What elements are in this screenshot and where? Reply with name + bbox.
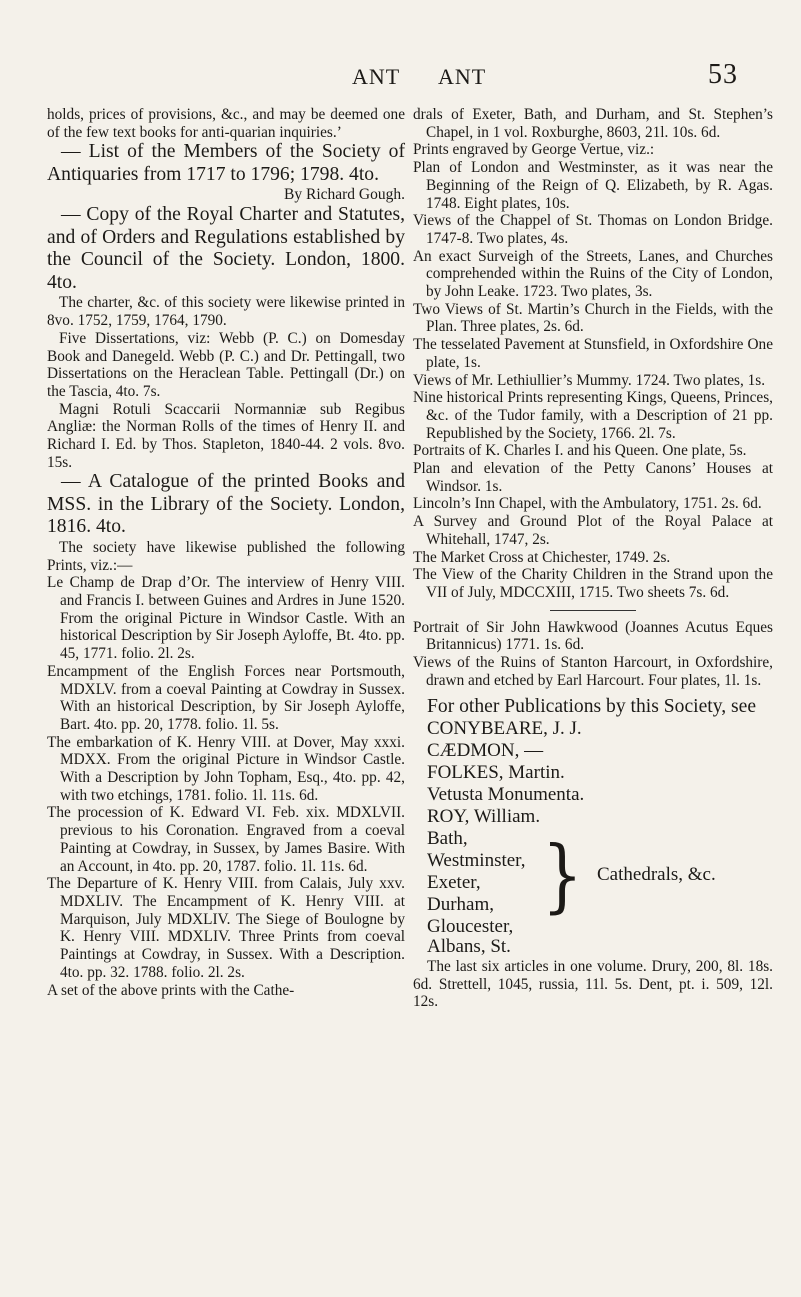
dissertations-note: Five Dissertations, viz: Webb (P. C.) on Domesday Book and Danegeld. Webb (P. C.) and Dr. Pettingall, two Dissertations on the Heraclean Table. Pettingall (Dr.) on the Tascia, 4to. 7s. xyxy=(47,329,405,400)
list-members-entry xyxy=(47,141,405,204)
cathedral-city: Westminster, xyxy=(427,850,526,871)
cathedral-city: Exeter, xyxy=(427,872,481,893)
print-item: Plan and elevation of the Petty Canons’ Houses at Windsor. 1s. xyxy=(413,460,773,495)
prints-intro: The society have likewise published the following Prints, viz.:— xyxy=(47,538,405,574)
print-item: An exact Surveigh of the Streets, Lanes, and Churches comprehended within the Ruins of the City of London, by John Leake. 1723. Two plates, 3s. xyxy=(413,247,773,301)
portrait-entry: Portrait of Sir John Hawkwood (Joannes Acutus Eques Britannicus) 1771. 1s. 6d. xyxy=(413,618,773,654)
list-members-title: — List of the Members of the Society of Antiquaries from 1717 to 1796; 1798. 4to. xyxy=(47,141,405,185)
print-item: A set of the above prints with the Cathe- xyxy=(47,981,295,999)
print-item: The tesselated Pavement at Stunsfield, in Oxfordshire One plate, 1s. xyxy=(413,336,773,371)
see-also-ref: CONYBEARE, J. J. xyxy=(427,718,582,739)
print-item: Prints engraved by George Vertue, viz.: xyxy=(413,141,655,159)
print-item: The procession of K. Edward VI. Feb. xix. MDXLVII. previous to his Coronation. Engraved from a coeval Painting at Cowdray, in Sussex, by James Basire. With an Account, in 4to. pp. 20, 1787. folio. 1l. 11s. 6d. xyxy=(47,804,405,875)
print-item: A Survey and Ground Plot of the Royal Palace at Whitehall, 1747, 2s. xyxy=(413,513,773,548)
list-members-author: By Richard Gough. xyxy=(284,186,405,204)
magni-rotuli-note: Magni Rotuli Scaccarii Normanniæ sub Regibus Angliæ: the Norman Rolls of the times of Henry II. and Richard I. Ed. by Thos. Stapleton, 1840-44. 2 vols. 8vo. 15s. xyxy=(47,400,405,471)
print-item: drals of Exeter, Bath, and Durham, and St. Stephen’s Chapel, in 1 vol. Roxburghe, 8603, 21l. 10s. 6d. xyxy=(413,106,773,141)
print-item: The Departure of K. Henry VIII. from Calais, July xxv. MDXLIV. The Encampment of K. Henry VIII. at Marquison, July MDXLIV. The Siege of Boulogne by K. Henry VIII. MDXLIV. Three Prints from coeval Paintings at Cowdray, in Sussex. With a Description. 4to. pp. 32. 1788. folio. 2l. 2s. xyxy=(47,875,405,981)
print-item: Lincoln’s Inn Chapel, with the Ambulatory, 1751. 2s. 6d. xyxy=(413,495,762,513)
charter-note: The charter, &c. of this society were likewise printed in 8vo. 1752, 1759, 1764, 1790. xyxy=(47,294,405,330)
print-item: Nine historical Prints representing Kings, Queens, Princes, &c. of the Tudor family, with a Description of 21 pp. Republished by the Society, 1766. 2l. 7s. xyxy=(413,389,773,442)
print-item: Views of the Chappel of St. Thomas on London Bridge. 1747-8. Two plates, 4s. xyxy=(413,212,773,247)
page-number: 53 xyxy=(708,59,738,90)
final-note: The last six articles in one volume. Drury, 200, 8l. 18s. 6d. Strettell, 1045, russia, 11l. 5s. Dent, pt. i. 509, 12l. 12s. xyxy=(413,958,773,1011)
print-item: The Market Cross at Chichester, 1749. 2s. xyxy=(413,548,671,566)
cathedral-city: Durham, xyxy=(427,894,495,915)
cathedral-city: Bath, xyxy=(427,828,468,849)
see-also-ref: Vetusta Monumenta. xyxy=(427,784,585,805)
print-item: The embarkation of K. Henry VIII. at Dover, May xxxi. MDXX. From the original Picture in Windsor Castle. With a Description by John Topham, Esq., 4to. pp. 42, with two etchings, 1781. folio. 1l. 11s. 6d. xyxy=(47,733,405,804)
see-also-ref: FOLKES, Martin. xyxy=(427,762,565,783)
right-running-head: ANT xyxy=(438,64,487,89)
left-column xyxy=(47,106,405,999)
charter-entry: — Copy of the Royal Charter and Statutes, and of Orders and Regulations established by the Council of the Society. London, 1800. 4to. xyxy=(47,204,405,293)
cathedrals-label: Cathedrals, &c. xyxy=(597,864,716,885)
print-item: Encampment of the English Forces near Portsmouth, MDXLV. from a coeval Painting at Cowdray in Sussex. With an historical Description, by Sir Joseph Ayloffe, Bart. 4to. pp. 20, 1778. folio. 1l. 5s. xyxy=(47,662,405,733)
see-also-ref: ROY, William. xyxy=(427,806,541,827)
catalogue-entry: — A Catalogue of the printed Books and MSS. in the Library of the Society. London, 1816. 4to. xyxy=(47,471,405,538)
print-item: Views of Mr. Lethiullier’s Mummy. 1724. Two plates, 1s. xyxy=(413,371,766,389)
cathedrals-group xyxy=(427,828,773,940)
section-divider xyxy=(550,610,636,611)
harcourt-entry: Views of the Ruins of Stanton Harcourt, in Oxfordshire, drawn and etched by Earl Harcourt. Four plates, 1l. 1s. xyxy=(413,654,773,689)
see-also-ref: CÆDMON, — xyxy=(427,740,544,761)
print-item: Two Views of St. Martin’s Church in the Fields, with the Plan. Three plates, 2s. 6d. xyxy=(413,300,773,336)
print-item: The View of the Charity Children in the Strand upon the VII of July, MDCCXIII, 1715. Two sheets 7s. 6d. xyxy=(413,566,773,601)
curly-brace-icon: } xyxy=(542,829,583,923)
see-also-heading: For other Publications by this Society, see xyxy=(427,695,757,717)
print-item: Portraits of K. Charles I. and his Queen. One plate, 5s. xyxy=(413,442,747,460)
left-running-head: ANT xyxy=(352,64,401,89)
print-item: Plan of London and Westminster, as it was near the Beginning of the Reign of Q. Elizabeth, by R. Agas. 1748. Eight plates, 10s. xyxy=(413,159,773,212)
right-column xyxy=(413,106,773,1011)
cathedral-city: Gloucester, xyxy=(427,916,514,937)
cathedral-city: Albans, St. xyxy=(427,936,511,957)
print-item: Le Champ de Drap d’Or. The interview of Henry VIII. and Francis I. between Guines and Ardres in June 1520. From the original Picture in Windsor Castle. With an historical Description by Sir Joseph Ayloffe, Bt. 4to. pp. 45, 1771. folio. 2l. 2s. xyxy=(47,574,405,663)
intro-text: holds, prices of provisions, &c., and may be deemed one of the few text books for anti-quarian inquiries.’ xyxy=(47,106,405,141)
